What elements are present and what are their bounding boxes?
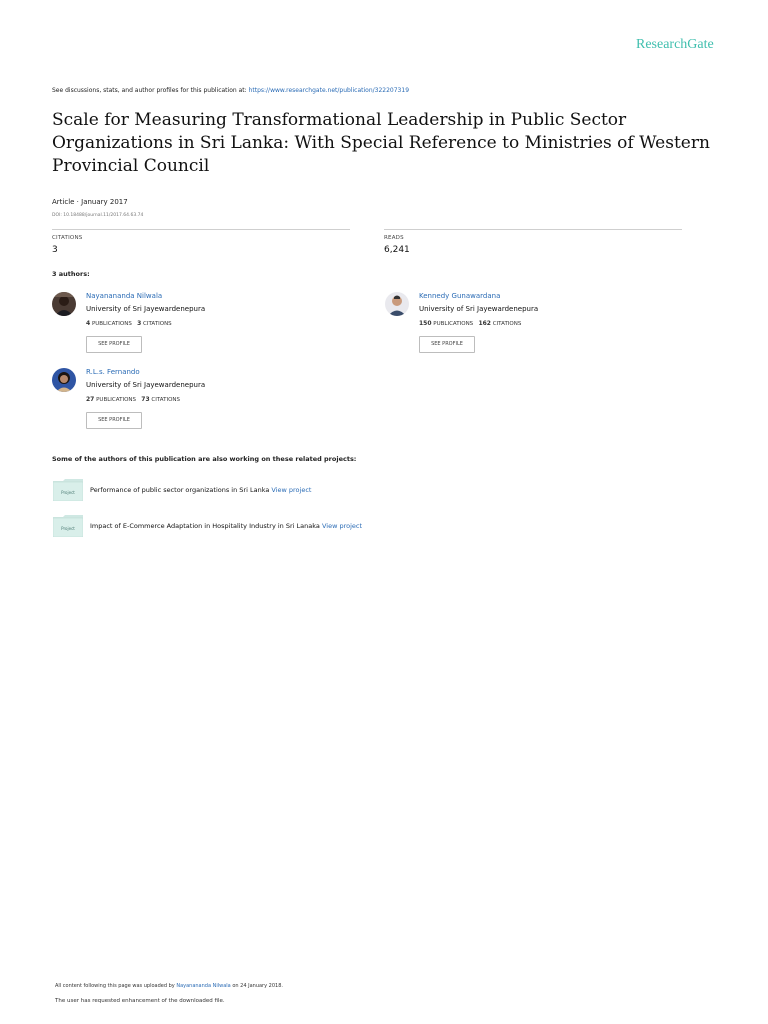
- project-icon-label: Project: [61, 526, 75, 531]
- view-project-link[interactable]: View project: [271, 486, 312, 494]
- project-title: Impact of E-Commerce Adaptation in Hospitality Industry in Sri Lanaka: [90, 522, 320, 530]
- author-stats: [419, 320, 521, 327]
- upload-note: [55, 983, 283, 989]
- reads-label: READS: [384, 235, 404, 241]
- author-affiliation: University of Sri Jayewardenepura: [419, 305, 539, 313]
- citations-label: CITATIONS: [151, 397, 181, 403]
- citations-label: CITATIONS: [52, 235, 83, 241]
- author-stats: [86, 320, 172, 327]
- publications-count: 4: [86, 320, 91, 327]
- citations-label: CITATIONS: [143, 321, 172, 327]
- author-name-link[interactable]: R.L.s. Fernando: [86, 368, 140, 376]
- publications-count: 27: [86, 396, 95, 403]
- enhancement-note: The user has requested enhancement of the downloaded file.: [55, 998, 225, 1004]
- reads-value: 6,241: [384, 245, 410, 255]
- project-item: [90, 522, 362, 530]
- see-profile-button[interactable]: SEE PROFILE: [86, 336, 142, 353]
- project-title: Performance of public sector organizations in Sri Lanka: [90, 486, 270, 494]
- publication-url-link[interactable]: https://www.researchgate.net/publication/322207319: [248, 87, 410, 94]
- researchgate-logo[interactable]: ResearchGate: [636, 37, 714, 52]
- upload-suffix: on 24 January 2018.: [232, 983, 283, 989]
- see-profile-button[interactable]: SEE PROFILE: [86, 412, 142, 429]
- project-item: [90, 486, 311, 494]
- view-project-link[interactable]: View project: [321, 522, 363, 530]
- reads-divider: [384, 229, 682, 230]
- discussions-text: See discussions, stats, and author profiles for this publication at:: [52, 87, 247, 94]
- publications-label: PUBLICATIONS: [433, 321, 474, 327]
- doi-text: DOI: 10.18488/journal.11/2017.64.63.74: [52, 213, 144, 218]
- project-icon-label: Project: [61, 490, 75, 495]
- publications-count: 150: [419, 320, 432, 327]
- article-meta: Article · January 2017: [52, 198, 128, 206]
- author-affiliation: University of Sri Jayewardenepura: [86, 381, 206, 389]
- citations-count: 162: [478, 320, 491, 327]
- author-name-link[interactable]: Kennedy Gunawardana: [419, 292, 501, 300]
- author-photo-icon: [52, 292, 76, 316]
- citations-divider: [52, 229, 350, 230]
- publications-label: PUBLICATIONS: [96, 397, 137, 403]
- uploader-link[interactable]: Nayanananda Nilwala: [176, 983, 231, 989]
- project-icon: [53, 479, 83, 505]
- projects-heading: Some of the authors of this publication are also working on these related projects:: [52, 455, 357, 463]
- author-name-link[interactable]: Nayanananda Nilwala: [86, 292, 163, 300]
- avatar[interactable]: [385, 292, 409, 316]
- avatar[interactable]: [52, 368, 76, 392]
- author-affiliation: University of Sri Jayewardenepura: [86, 305, 206, 313]
- see-profile-button[interactable]: SEE PROFILE: [419, 336, 475, 353]
- citations-count: 3: [137, 320, 142, 327]
- upload-prefix: All content following this page was uploaded by: [55, 983, 175, 989]
- author-photo-icon: [385, 292, 409, 316]
- authors-heading: 3 authors:: [52, 270, 90, 278]
- discussions-line: [52, 87, 409, 94]
- citations-count: 73: [141, 396, 150, 403]
- citations-value: 3: [52, 245, 58, 255]
- author-photo-icon: [52, 368, 76, 392]
- paper-title: Scale for Measuring Transformational Leadership in Public Sector Organizations in Sri Lanka: With Special Reference to Ministries of Western Provincial Council: [52, 110, 710, 176]
- publications-label: PUBLICATIONS: [91, 321, 132, 327]
- avatar[interactable]: [52, 292, 76, 316]
- project-icon: [53, 515, 83, 541]
- citations-label: CITATIONS: [492, 321, 522, 327]
- author-stats: [86, 396, 180, 403]
